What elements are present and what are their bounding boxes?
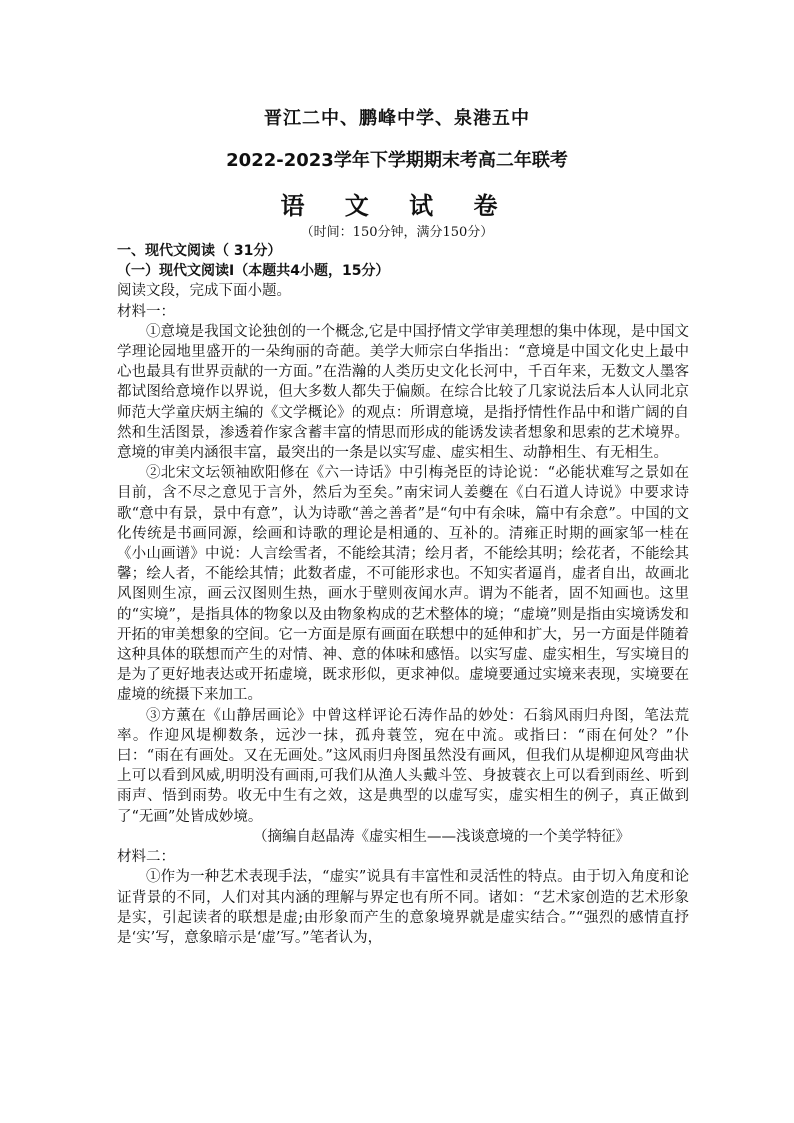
- schools-title: 晋江二中、鹏峰中学、泉港五中: [264, 108, 530, 129]
- material2-label: 材料二：: [117, 849, 175, 866]
- material1-label: 材料一：: [117, 303, 175, 320]
- material1-paragraph-3: ③方薰在《山静居画论》中曾这样评论石涛作品的妙处：石翁风雨归舟图，笔法荒率。作迎风堤柳数条，远沙一抹，孤舟蓑笠，宛在中流。或指曰：“雨在何处？”仆曰：“雨在有画处。又在无画处。”这风雨归舟图虽然没有画风，但我们从堤柳迎风弯曲状上可以看到风威,明明没有画雨,可我们从渔人头戴斗笠、身披蓑衣上可以看到雨丝、听到雨声、悟到雨势。收无中生有之效，这是典型的以虚写实，虚实相生的例子，真正做到了“无画”处皆成妙境。: [117, 707, 689, 825]
- subject-title: 语 文 试 卷: [280, 192, 514, 220]
- subsection-heading: （一）现代文阅读Ⅰ（本题共4小题，15分）: [117, 263, 390, 280]
- material2-paragraph-1: ①作为一种艺术表现手法，“虚实”说具有丰富性和灵活性的特点。由于切入角度和论证背景的不同，人们对其内涵的理解与界定也有所不同。诸如：“艺术家创造的艺术形象是实，引起读者的联想是虚;由形象而产生的意象境界就是虚实结合。”“强烈的感情直抒是‘实’写，意象暗示是‘虚’写。”笔者认为，: [117, 869, 689, 946]
- exam-timing: （时间：150分钟，满分150分）: [300, 225, 494, 240]
- material1-source: （摘编自赵晶涛《虚实相生——浅谈意境的一个美学特征》: [253, 828, 630, 845]
- material1-paragraph-1: ①意境是我国文论独创的一个概念,它是中国抒情文学审美理想的集中体现，是中国文学理论园地里盛开的一朵绚丽的奇葩。美学大师宗白华指出：“意境是中国文化史上最中心也最具有世界贡献的一方面。”在浩瀚的人类历史文化长河中，千百年来，无数文人墨客都试图给意境作以界说，但大多数人都失于偏颇。在综合比较了几家说法后本人认同北京师范大学童庆炳主编的《文学概论》的观点：所谓意境，是指抒情性作品中和谐广阔的自然和生活图景，渗透着作家含蓄丰富的情思而形成的能诱发读者想象和思索的艺术境界。意境的审美内涵很丰富，最突出的一条是以实写虚、虚实相生、动静相生、有无相生。: [117, 323, 689, 462]
- exam-content: [117, 241, 689, 948]
- exam-title: 2022-2023学年下学期期末考高二年联考: [226, 150, 568, 171]
- reading-instruction: 阅读文段，完成下面小题。: [117, 283, 291, 300]
- material1-paragraph-2: ②北宋文坛领袖欧阳修在《六一诗话》中引梅尧臣的诗论说：“必能状难写之景如在目前，含不尽之意见于言外，然后为至矣。”南宋词人姜夔在《白石道人诗说》中要求诗歌“意中有景，景中有意”，认为诗歌“善之善者”是“句中有余味，篇中有余意”。中国的文化传统是书画同源，绘画和诗歌的理论是相通的、互补的。清雍正时期的画家邹一桂在《小山画谱》中说：人言绘雪者，不能绘其清；绘月者，不能绘其明；绘花者，不能绘其馨；绘人者，不能绘其情；此数者虚，不可能形求也。不知实者逼肖，虚者自出，故画北风图则生凉，画云汉图则生热，画水于壁则夜闻水声。谓为不能者，固不知画也。这里的“实境”，是指具体的物象以及由物象构成的艺术整体的境；“虚境”则是指由实境诱发和开拓的审美想象的空间。它一方面是原有画面在联想中的延伸和扩大，另一方面是伴随着这种具体的联想而产生的对情、神、意的体味和感悟。以实写虚、虚实相生，写实境目的是为了更好地表达或开拓虚境，既求形似，更求神似。虚境要通过实境来表现，实境要在虚境的统摄下来加工。: [117, 465, 689, 704]
- section-heading: 一、现代文阅读（ 31分）: [117, 243, 282, 259]
